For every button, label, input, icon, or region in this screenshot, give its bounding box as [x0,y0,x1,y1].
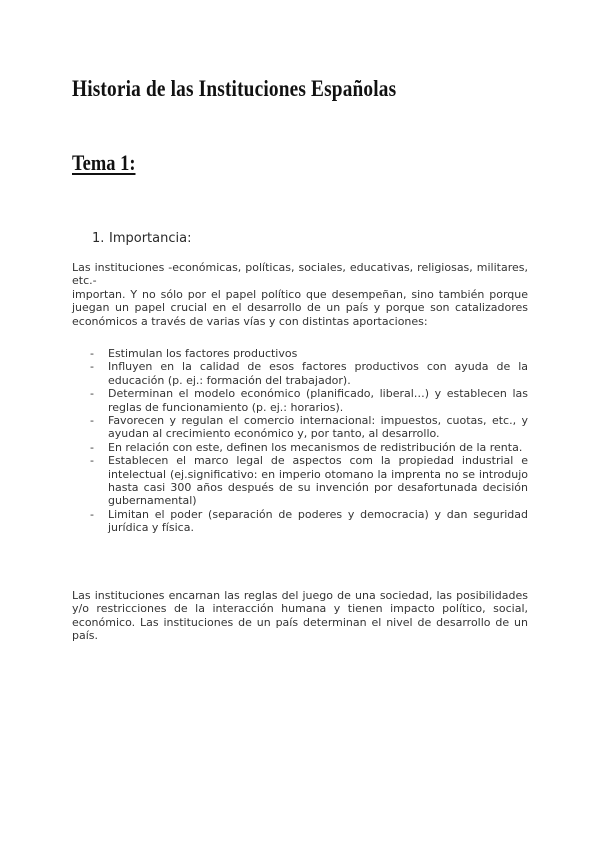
closing-paragraph: Las instituciones encarnan las reglas del juego de una sociedad, las posibilidades y/o restricciones de la interacción humana y tienen impacto político, social, económico. Las instituciones de un país determinan el nivel de desarrollo de un país. [72,589,528,643]
list-item-text: Establecen el marco legal de aspectos com la propiedad industrial e intelectual (ej.significativo: en imperio otomano la imprenta no se introdujo hasta casi 300 años después de su invención por desafortunada decisión gubernamental) [108,454,528,508]
intro-line-1: Las instituciones -económicas, políticas, sociales, educativas, religiosas, militares, etc.- [72,261,528,288]
intro-paragraph [72,261,528,328]
list-item [72,454,528,508]
list-item-text: Influyen en la calidad de esos factores productivos con ayuda de la educación (p. ej.: formación del trabajador). [108,360,528,387]
section-number: 1. [92,231,105,246]
topic-heading: Tema 1: [72,150,136,175]
list-item-text: Determinan el modelo económico (planificado, liberal…) y establecen las reglas de funcionamiento (p. ej.: horarios). [108,387,528,414]
bullet-dash: - [90,440,94,454]
list-item [72,387,528,414]
section-title: Importancia: [109,231,192,246]
bullet-dash: - [90,507,94,521]
bullet-dash: - [90,347,94,360]
bullet-dash: - [90,360,94,374]
bullet-dash: - [90,414,94,428]
list-item-text: Limitan el poder (separación de poderes y democracia) y dan seguridad jurídica y física. [108,507,528,535]
intro-line-2: importan. Y no sólo por el papel político que desempeñan, sino también porque juegan un papel crucial en el desarrollo de un país y porque son catalizadores económicos a través de varias vías y con distintas aportaciones: [72,287,528,328]
bullet-dash: - [90,454,94,468]
factors-list [72,347,528,535]
list-item-text: Estimulan los factores productivos [108,347,298,360]
list-item [72,347,528,360]
list-item [72,441,528,454]
document-title: Historia de las Instituciones Españolas [72,76,397,101]
list-item [72,360,528,387]
section-heading [92,231,191,246]
list-item-text: Favorecen y regulan el comercio internacional: impuestos, cuotas, etc., y ayudan al crecimiento económico y, por tanto, al desarrollo. [108,414,528,441]
bullet-dash: - [90,387,94,401]
list-item [72,414,528,441]
list-item-text: En relación con este, definen los mecanismos de redistribución de la renta. [108,440,523,454]
list-item [72,508,528,535]
